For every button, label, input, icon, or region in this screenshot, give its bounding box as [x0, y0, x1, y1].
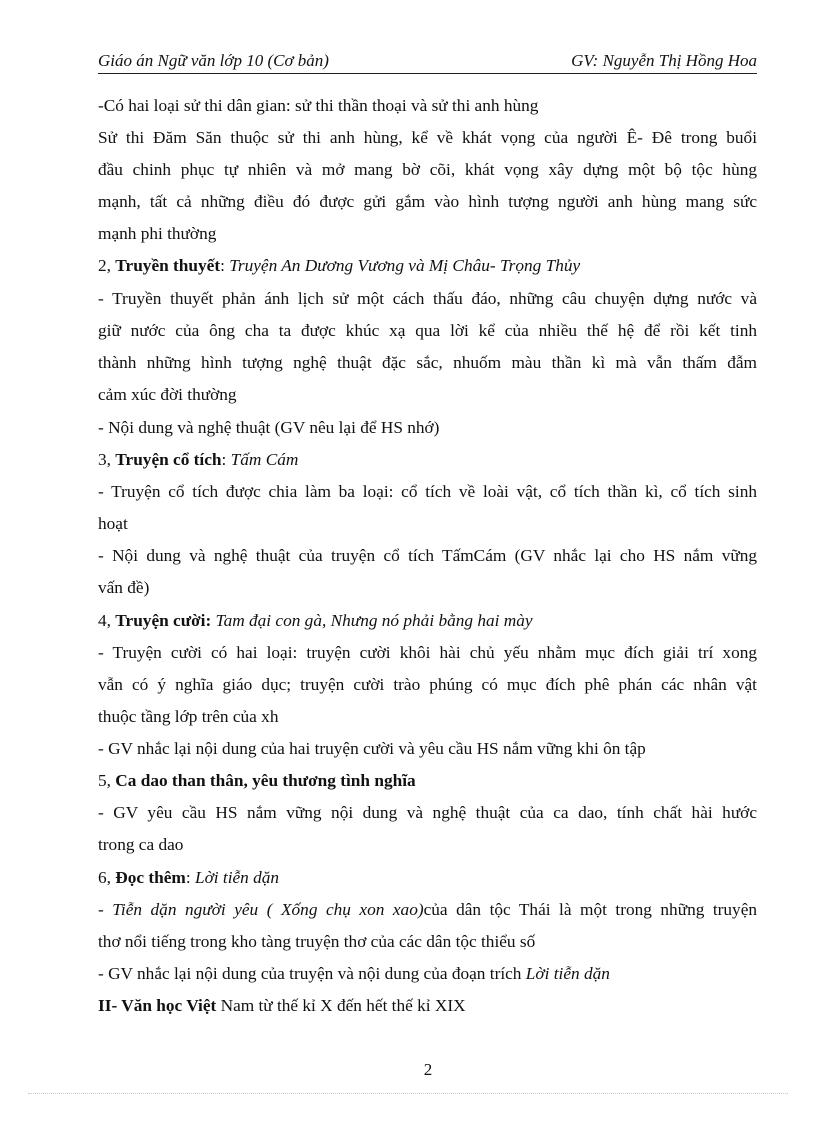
- section-works: Tam đại con gà, Nhưng nó phải bằng hai mày: [211, 611, 533, 630]
- section-heading-humor: [98, 611, 757, 631]
- header-course-title: Giáo án Ngữ văn lớp 10 (Cơ bản): [98, 51, 329, 70]
- section-heading-legend: [98, 256, 757, 276]
- text-line: - Truyền thuyết phản ánh lịch sử một cách thấu đáo, những câu chuyện dựng nước và: [98, 289, 757, 308]
- work-title: Tiễn dặn người yêu ( Xống chụ xon xao): [112, 900, 424, 919]
- section-number: 5,: [98, 771, 116, 790]
- text-line: vẫn có ý nghĩa giáo dục; truyện cười trào phúng có mục đích phê phán các nhân vật: [98, 675, 757, 694]
- section-number: 6,: [98, 868, 116, 887]
- section-heading-further-reading: [98, 868, 757, 888]
- section-heading-fairy-tale: [98, 450, 757, 470]
- section-heading-folk-songs: [98, 771, 757, 791]
- section-number: 4,: [98, 611, 116, 630]
- text-line: vấn đề): [98, 578, 150, 597]
- work-title: Lời tiễn dặn: [525, 964, 610, 983]
- section-title: Truyện cổ tích: [115, 450, 222, 469]
- part-title-rest: Nam từ thế kỉ X đến hết thế kỉ XIX: [216, 996, 466, 1015]
- text-line: thuộc tầng lớp trên của xh: [98, 707, 279, 726]
- part-heading-vietnamese-literature: [98, 996, 757, 1016]
- section-works: Truyện An Dương Vương và Mị Châu- Trọng Thủy: [229, 256, 581, 275]
- text-line: - Nội dung và nghệ thuật của truyện cổ tích TấmCám (GV nhắc lại cho HS nắm vững: [98, 546, 757, 565]
- section-title: Đọc thêm: [115, 868, 186, 887]
- text-line: đầu chinh phục tự nhiên và mở mang bờ cõi, khát vọng xây dựng một bộ tộc hùng: [98, 160, 757, 179]
- part-title-bold: II- Văn học Việt: [98, 996, 217, 1015]
- text-line: -Có hai loại sử thi dân gian: sử thi thần thoại và sử thi anh hùng: [98, 96, 539, 115]
- text-line: thơ nổi tiếng trong kho tàng truyện thơ của các dân tộc thiểu số: [98, 932, 536, 951]
- section-colon: :: [220, 256, 230, 275]
- text-line: mạnh, tất cả những điều đó được gửi gắm vào hình tượng người anh hùng mang sức: [98, 192, 757, 211]
- section-colon: :: [221, 450, 231, 469]
- header-teacher-name: GV: Nguyễn Thị Hồng Hoa: [571, 51, 757, 70]
- text-line: giữ nước của ông cha ta được khúc xạ qua lời kể của nhiều thế hệ để rồi kết tinh: [98, 321, 757, 340]
- line-rest: của dân tộc Thái là một trong những truyện: [423, 900, 758, 919]
- text-line: - Truyện cười có hai loại: truyện cười khôi hài chủ yếu nhằm mục đích giải trí xong: [98, 643, 757, 662]
- section-title: Truyện cười:: [115, 611, 212, 630]
- section-number: 2,: [98, 256, 116, 275]
- text-line: - Truyện cổ tích được chia làm ba loại: cổ tích về loài vật, cổ tích thần kì, cổ tích sinh: [98, 482, 757, 501]
- text-line: - Nội dung và nghệ thuật (GV nêu lại để HS nhớ): [98, 418, 440, 437]
- text-line: [98, 900, 757, 920]
- text-line: - GV yêu cầu HS nắm vững nội dung và nghệ thuật của ca dao, tính chất hài hước: [98, 803, 757, 822]
- text-line: thành những hình tượng nghệ thuật đặc sắc, nhuốm màu thần kì mà vẫn thấm đẫm: [98, 353, 757, 372]
- text-line: trong ca dao: [98, 835, 184, 854]
- line-text: - GV nhắc lại nội dung của truyện và nội dung của đoạn trích: [98, 964, 526, 983]
- page-header: [98, 49, 757, 74]
- line-dash: -: [98, 900, 113, 919]
- page-number: 2: [423, 1060, 433, 1079]
- text-line: Sử thi Đăm Săn thuộc sử thi anh hùng, kể về khát vọng của người Ê- Đê trong buổi: [98, 128, 757, 147]
- text-line: hoạt: [98, 514, 128, 533]
- section-title: Truyền thuyết: [115, 256, 221, 275]
- section-title: Ca dao than thân, yêu thương tình nghĩa: [115, 771, 416, 790]
- section-works: Lời tiễn dặn: [194, 868, 280, 887]
- footer-divider: [28, 1093, 788, 1094]
- text-line: [98, 964, 757, 984]
- text-line: - GV nhắc lại nội dung của hai truyện cười và yêu cầu HS nắm vững khi ôn tập: [98, 739, 646, 758]
- section-colon: :: [185, 868, 195, 887]
- section-works: Tấm Cám: [230, 450, 299, 469]
- section-number: 3,: [98, 450, 116, 469]
- text-line: cảm xúc đời thường: [98, 385, 237, 404]
- text-line: mạnh phi thường: [98, 224, 217, 243]
